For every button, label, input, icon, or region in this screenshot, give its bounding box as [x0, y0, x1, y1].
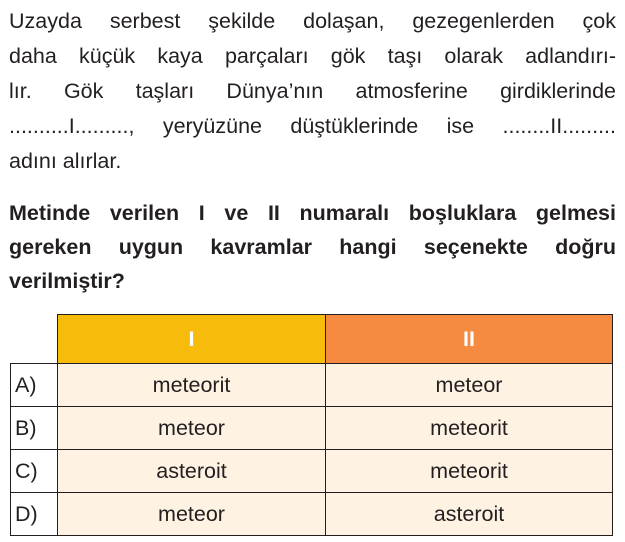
option-value-ii: asteroit [326, 493, 613, 536]
option-row-a[interactable] [11, 364, 613, 407]
question-line: Metinde verilen I ve II numaralı boşluklara gelmesi [9, 201, 616, 225]
column-header-ii: II [326, 315, 613, 364]
option-value-i: meteor [58, 407, 326, 450]
option-label[interactable]: D) [11, 493, 58, 536]
passage-line: adını alırlar. [9, 149, 122, 173]
passage-text [9, 4, 616, 179]
option-label[interactable]: A) [11, 364, 58, 407]
option-label[interactable]: C) [11, 450, 58, 493]
passage-line: Uzayda serbest şekilde dolaşan, gezegenlerden çok [9, 9, 616, 33]
option-label[interactable]: B) [11, 407, 58, 450]
question-line: gereken uygun kavramlar hangi seçenekte doğru [9, 235, 616, 259]
table-header-row [11, 315, 613, 364]
column-header-i: I [58, 315, 326, 364]
question-line: verilmiştir? [9, 269, 125, 293]
option-row-b[interactable] [11, 407, 613, 450]
passage-line: ..........I........., yeryüzüne düştüklerinde ise ........II......... [9, 114, 616, 138]
option-value-i: asteroit [58, 450, 326, 493]
option-value-ii: meteorit [326, 450, 613, 493]
passage-line: daha küçük kaya parçaları gök taşı olarak adlandırı- [9, 44, 616, 68]
option-value-ii: meteorit [326, 407, 613, 450]
question-text [9, 196, 616, 298]
option-row-c[interactable] [11, 450, 613, 493]
option-value-i: meteor [58, 493, 326, 536]
table-corner [11, 315, 58, 364]
option-value-ii: meteor [326, 364, 613, 407]
option-value-i: meteorit [58, 364, 326, 407]
passage-line: lır. Gök taşları Dünya’nın atmosferine girdiklerinde [9, 79, 616, 103]
answer-options-table [10, 314, 613, 536]
option-row-d[interactable] [11, 493, 613, 536]
